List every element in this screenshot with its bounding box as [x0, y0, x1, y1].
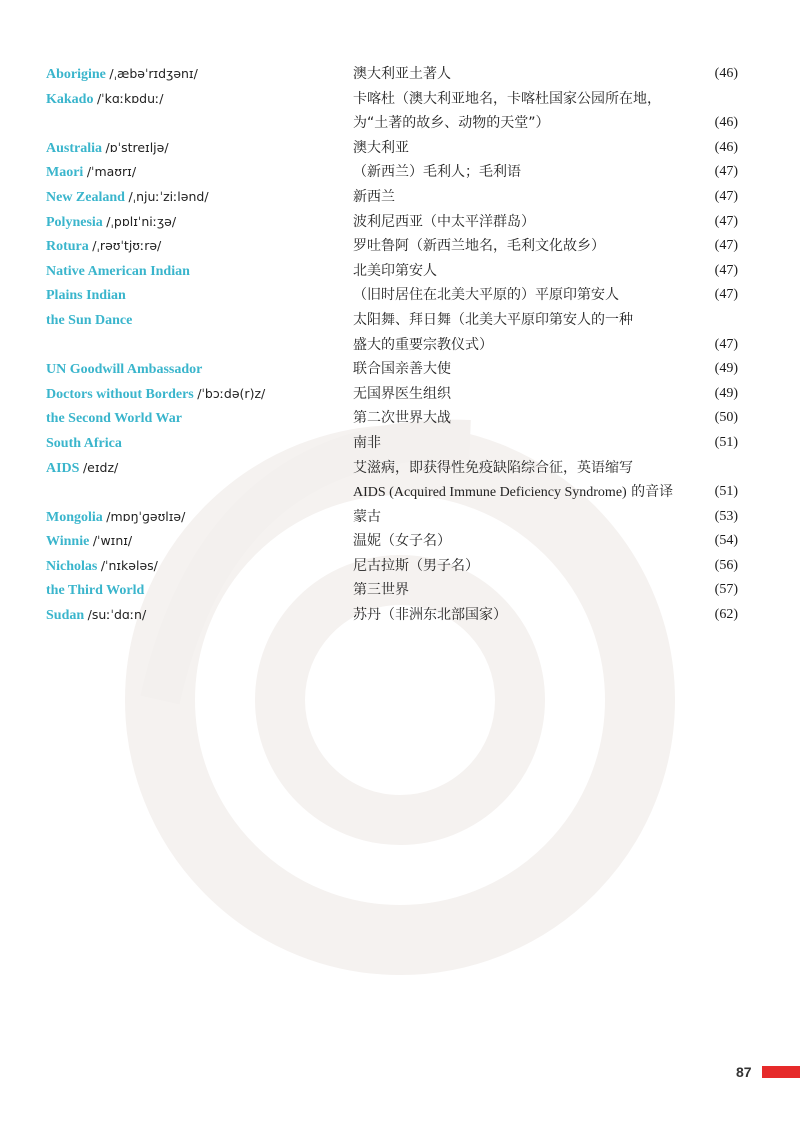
- page-ref: (51): [714, 484, 738, 500]
- page-ref: (57): [714, 582, 738, 598]
- glossary-row: [46, 578, 746, 603]
- term-ipa: /suːˈdɑːn/: [87, 607, 147, 623]
- page-ref: (47): [714, 262, 738, 278]
- term: Rotura: [46, 239, 89, 255]
- translation: （旧时居住在北美大平原的）平原印第安人: [353, 287, 619, 304]
- term-ipa: /ˌnjuːˈziːlənd/: [128, 188, 209, 204]
- page-ref: (46): [714, 66, 738, 81]
- term: Doctors without Borders: [46, 386, 194, 402]
- page-ref: (50): [714, 410, 738, 426]
- translation: 第三世界: [353, 582, 409, 599]
- glossary-row: [46, 62, 746, 87]
- glossary-row: [46, 406, 746, 431]
- page-ref: (56): [714, 557, 738, 573]
- term-ipa: /mɒŋˈɡəʊlɪə/: [106, 508, 186, 524]
- translation: 无国界医生组织: [353, 385, 451, 402]
- glossary-row: [46, 603, 746, 628]
- term: Aborigine: [46, 67, 106, 82]
- term: South Africa: [46, 435, 122, 451]
- glossary-row: [46, 456, 746, 481]
- translation: 盛大的重要宗教仪式）: [353, 336, 493, 353]
- translation: 澳大利亚: [353, 139, 409, 156]
- glossary-row: [46, 259, 746, 284]
- glossary-row: [46, 185, 746, 210]
- term: Winnie: [46, 534, 90, 550]
- term: Plains Indian: [46, 288, 126, 304]
- term-ipa: /ˈbɔːdə(r)z/: [197, 385, 266, 401]
- glossary-row: [46, 136, 746, 161]
- page-ref: (46): [714, 115, 738, 131]
- page-ref: (46): [714, 139, 738, 155]
- term: the Second World War: [46, 411, 183, 427]
- term: Polynesia: [46, 214, 103, 230]
- term-ipa: /ˈkɑːkɒduː/: [96, 90, 164, 106]
- term-ipa: /ˌrəʊˈtjʊːrə/: [92, 238, 162, 254]
- term-ipa: /ˌæbəˈrɪdʒənɪ/: [109, 66, 198, 81]
- term: Sudan: [46, 608, 85, 624]
- glossary-row: [46, 554, 746, 579]
- term-ipa: /eɪdz/: [82, 459, 119, 475]
- translation: 波利尼西亚（中太平洋群岛）: [353, 213, 535, 230]
- term: Australia: [46, 140, 102, 156]
- page-ref: (62): [714, 607, 738, 623]
- term: AIDS: [46, 460, 80, 476]
- term-ipa: /ˈmaʊrɪ/: [86, 164, 137, 180]
- term: the Sun Dance: [46, 312, 133, 328]
- glossary-row: [46, 357, 746, 382]
- translation: 北美印第安人: [353, 262, 437, 279]
- translation: 卡喀杜（澳大利亚地名，卡喀杜国家公园所在地，: [353, 90, 661, 107]
- term-ipa: /ˌpɒlɪˈniːʒə/: [106, 213, 177, 229]
- page-ref: (47): [714, 188, 738, 204]
- term: UN Goodwill Ambassador: [46, 362, 203, 378]
- translation-cn: 的音译: [626, 484, 674, 501]
- page-number: 87: [736, 1064, 752, 1080]
- term: Nicholas: [46, 558, 98, 574]
- translation: 温妮（女子名）: [353, 533, 451, 550]
- glossary-row: [46, 333, 746, 358]
- page-ref: (49): [714, 385, 738, 401]
- page-ref: (47): [714, 164, 738, 180]
- glossary-row: [46, 308, 746, 333]
- page-ref: (47): [714, 238, 738, 254]
- glossary-row: [46, 234, 746, 259]
- translation: 苏丹（非洲东北部国家）: [353, 607, 507, 624]
- page-ref: (47): [714, 213, 738, 229]
- glossary-row: [46, 382, 746, 407]
- translation: 澳大利亚土著人: [353, 66, 451, 82]
- translation: 为“土著的故乡、动物的天堂”）: [353, 115, 550, 132]
- glossary-row: [46, 431, 746, 456]
- term-ipa: /ˈwɪnɪ/: [92, 533, 133, 549]
- term-ipa: /ˈnɪkələs/: [100, 557, 158, 573]
- translation: 太阳舞、拜日舞（北美大平原印第安人的一种: [353, 311, 633, 328]
- term: the Third World: [46, 583, 145, 599]
- term: Maori: [46, 165, 84, 181]
- translation: 蒙古: [353, 508, 381, 525]
- term-ipa: /ɒˈstreɪljə/: [105, 139, 169, 155]
- page-ref: (51): [714, 434, 738, 450]
- term: New Zealand: [46, 189, 125, 205]
- page-accent-bar: [762, 1066, 800, 1078]
- page-ref: (47): [714, 287, 738, 303]
- translation: （新西兰）毛利人；毛利语: [353, 164, 521, 181]
- glossary-row: [46, 111, 746, 136]
- glossary-row: [46, 529, 746, 554]
- glossary-row: [46, 160, 746, 185]
- page-ref: (47): [714, 336, 738, 352]
- term: Native American Indian: [46, 263, 190, 279]
- glossary-row: [46, 210, 746, 235]
- page-ref: (49): [714, 361, 738, 377]
- glossary-list: [46, 62, 746, 628]
- translation: 尼古拉斯（男子名）: [353, 557, 479, 574]
- glossary-row: [46, 505, 746, 530]
- translation: 艾滋病，即获得性免疫缺陷综合征，英语缩写: [353, 459, 633, 476]
- translation-latin: AIDS (Acquired Immune Deficiency Syndrome): [353, 485, 627, 501]
- page-ref: (53): [714, 508, 738, 524]
- page-ref: (54): [714, 533, 738, 549]
- term: Kakado: [46, 91, 94, 107]
- glossary-row: [46, 283, 746, 308]
- glossary-row: [46, 480, 746, 505]
- translation: 南非: [353, 434, 381, 451]
- translation: 罗吐鲁阿（新西兰地名，毛利文化故乡）: [353, 238, 605, 255]
- translation: 第二次世界大战: [353, 410, 451, 427]
- translation: [353, 480, 673, 506]
- translation: 新西兰: [353, 188, 395, 205]
- glossary-row: [46, 87, 746, 112]
- term: Mongolia: [46, 509, 103, 525]
- translation: 联合国亲善大使: [353, 361, 451, 378]
